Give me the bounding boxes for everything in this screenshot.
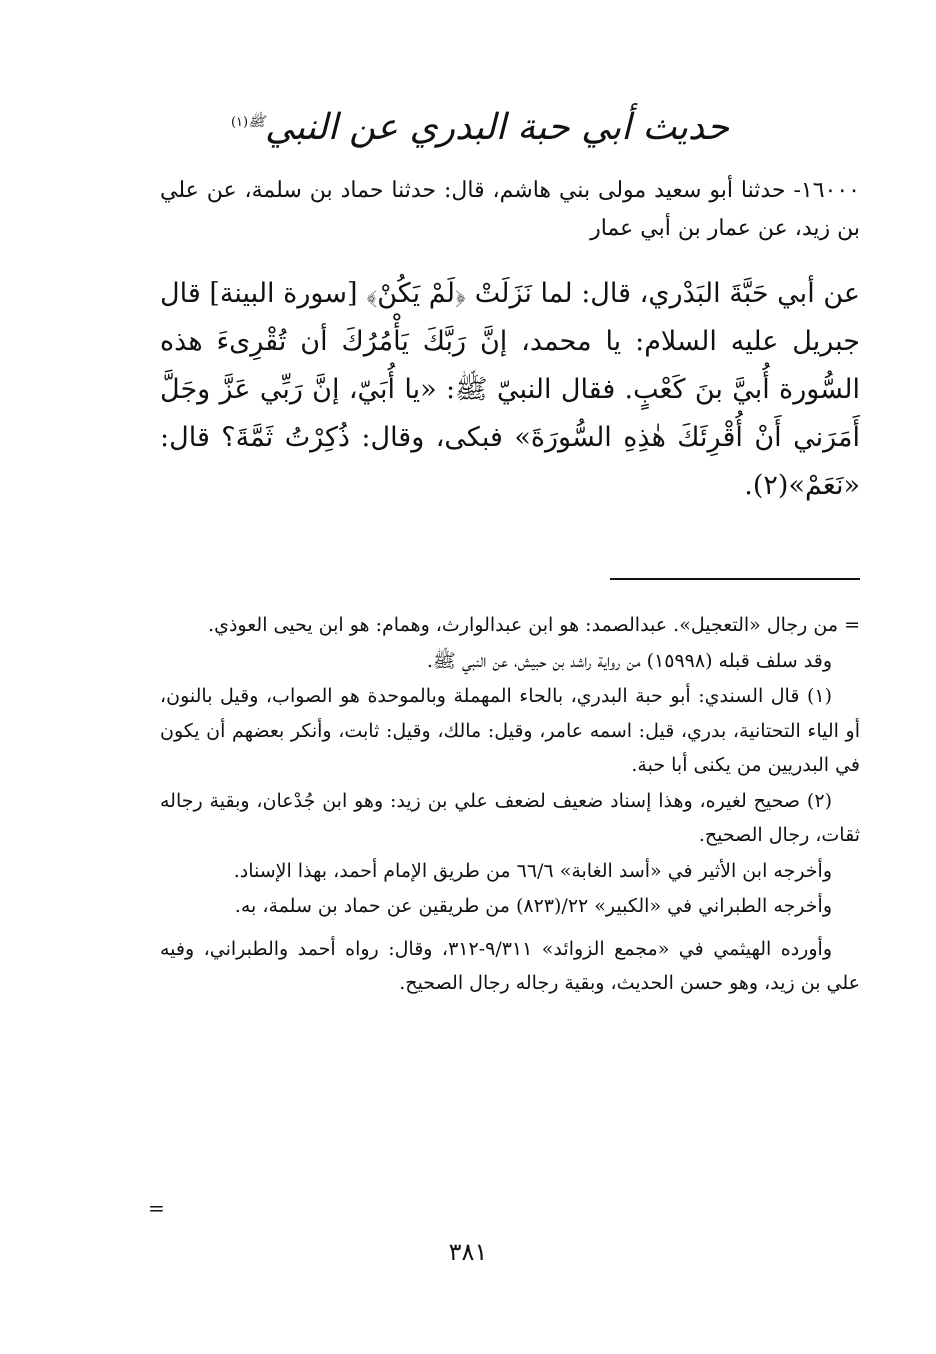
footnote-separator bbox=[610, 578, 860, 580]
hadith-isnad: ١٦٠٠٠- حدثنا أبو سعيد مولى بني هاشم، قال: حدثنا حماد بن سلمة، عن علي بن زيد، عن عمار بن أبي عمار bbox=[160, 178, 860, 241]
page-number: ٣٨١ bbox=[448, 1238, 488, 1266]
footnote-paragraph: وأورده الهيثمي في «مجمع الزوائد» ٩/٣١١-٣١٢، وقال: رواه أحمد والطبراني، وفيه علي بن زيد، وهو حسن الحديث، وبقية رجاله رجال الصحيح. bbox=[160, 937, 860, 994]
title-text: حديث أبي حبة البدري عن النبي bbox=[265, 107, 730, 148]
hadith-matn: عن أبي حَبَّةَ البَدْري، قال: لما نَزَلَتْ ﴿لَمْ يَكُنْ﴾ [سورة البينة] قال جبريل عليه السلام: يا محمد، إنَّ رَبَّكَ يَأْمُرُكَ أن تُقْرِىءَ هذه السُّورة أُبيَّ بنَ كَعْبٍ. فقال النبيّ ﷺ: «يا أُبَيّ، إنَّ رَبِّي عَزَّ وجَلَّ أَمَرَني أَنْ أُقْرِئَكَ هٰذِهِ السُّورَةَ» فبكى، وقال: ذُكِرْتُ ثَمَّةَ؟ قال: «نَعَمْ»(٢). bbox=[160, 278, 860, 501]
title-footnote-ref: (١) bbox=[230, 115, 249, 130]
continuation-mark: = bbox=[148, 1196, 165, 1220]
footnote-paragraph: وقد سلف قبله (١٥٩٩٨) من رواية راشد بن حبيش، عن النبي ﷺ. bbox=[426, 649, 832, 672]
footnotes bbox=[160, 608, 860, 1002]
footnote-continuation: = من رجال «التعجيل». عبدالصمد: هو ابن عبدالوارث، وهمام: هو ابن يحيى العوذي. bbox=[208, 614, 860, 636]
footnote-2: (٢) صحيح لغيره، وهذا إسناد ضعيف لضعف علي بن زيد: وهو ابن جُدْعان، وبقية رجاله ثقات، رجال الصحيح. bbox=[160, 789, 860, 846]
hadith-chapter-title bbox=[200, 92, 760, 158]
footnote-1: (١) قال السندي: أبو حبة البدري، بالحاء المهملة وبالموحدة هو الصواب، وقيل بالنون، أو الياء التحتانية، بدري، قيل: اسمه عامر، وقيل: مالك، وقيل: ثابت، وأنكر بعضهم أن يكون في البدريين من يكنى أبا حبة. bbox=[160, 685, 860, 776]
honorific-symbol: ﷺ bbox=[248, 114, 265, 130]
footnote-paragraph: وأخرجه الطبراني في «الكبير» ٢٢/(٨٢٣) من طريقين عن حماد بن سلمة، به. bbox=[234, 895, 832, 917]
footnote-paragraph: وأخرجه ابن الأثير في «أسد الغابة» ٦٦/٦ من طريق الإمام أحمد، بهذا الإسناد. bbox=[233, 859, 832, 882]
